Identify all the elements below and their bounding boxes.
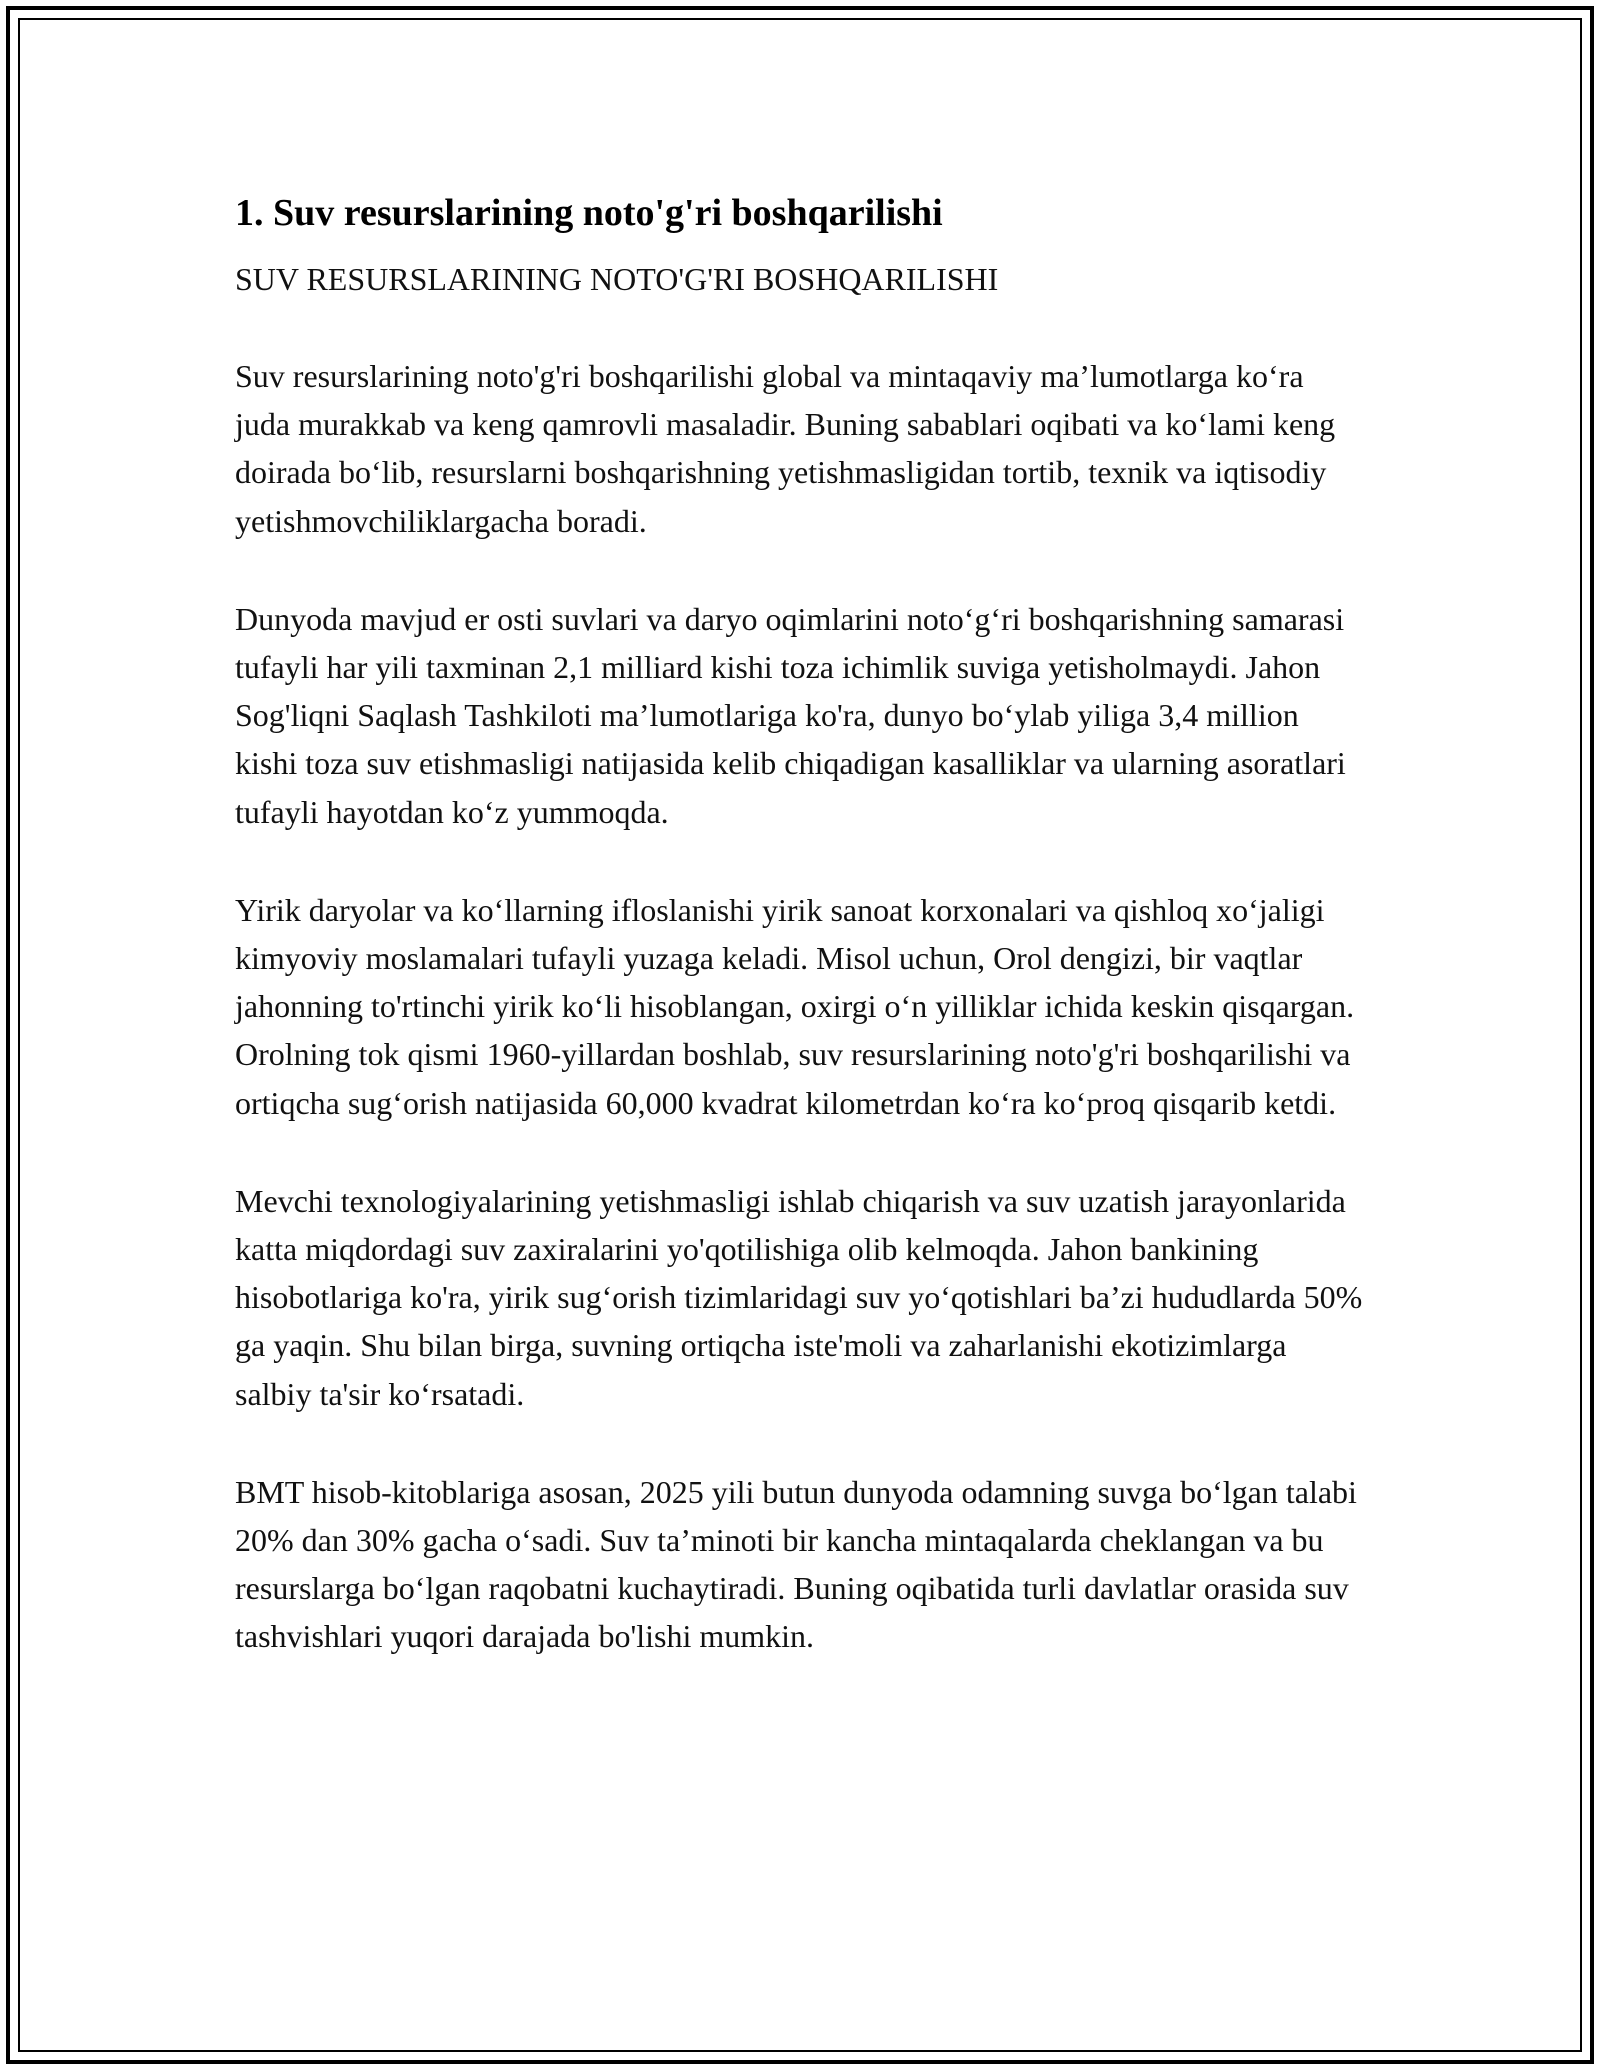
- section-heading: 1. Suv resurslarining noto'g'ri boshqarilishi: [235, 192, 943, 234]
- paragraph-1: Suv resurslarining noto'g'ri boshqarilishi global va mintaqaviy ma’lumotlarga ko‘ra juda murakkab va keng qamrovli masaladir. Buning sabablari oqibati va ko‘lami keng doirada bo‘lib, resurslarni boshqarishning yetishmasligidan tortib, texnik va iqtisodiy yetishmovchiliklargacha boradi.: [235, 358, 1336, 539]
- paragraph-3: Yirik daryolar va ko‘llarning ifloslanishi yirik sanoat korxonalari va qishloq xo‘jaligi kimyoviy moslamalari tufayli yuzaga keladi. Misol uchun, Orol dengizi, bir vaqtlar jahonning to'rtinchi yirik ko‘li hisoblangan, oxirgi o‘n yilliklar ichida keskin qisqargan. Orolning tok qismi 1960-yillardan boshlab, suv resurslarining noto'g'ri boshqarilishi va ortiqcha sug‘orish natijasida 60,000 kvadrat kilometrdan ko‘ra ko‘proq qisqarib ketdi.: [235, 891, 1355, 1121]
- section-subheading: SUV RESURSLARINING NOTO'G'RI BOSHQARILISHI: [235, 261, 999, 297]
- paragraph-5: BMT hisob-kitoblariga asosan, 2025 yili butun dunyoda odamning suvga bo‘lgan talabi 20% dan 30% gacha o‘sadi. Suv ta’minoti bir kancha mintaqalarda cheklangan va bu resurslarga bo‘lgan raqobatni kuchaytiradi. Buning oqibatida turli davlatlar orasida suv tashvishlari yuqori darajada bo'lishi mumkin.: [235, 1473, 1357, 1655]
- document-body: [235, 188, 1365, 1661]
- paragraph-4: Mevchi texnologiyalarining yetishmasligi ishlab chiqarish va suv uzatish jarayonlarida katta miqdordagi suv zaxiralarini yo'qotilishiga olib kelmoqda. Jahon bankining hisobotlariga ko'ra, yirik sug‘orish tizimlaridagi suv yo‘qotishlari ba’zi hududlarda 50% ga yaqin. Shu bilan birga, suvning ortiqcha iste'moli va zaharlanishi ekotizimlarga salbiy ta'sir ko‘rsatadi.: [235, 1182, 1363, 1412]
- paragraph-2: Dunyoda mavjud er osti suvlari va daryo oqimlarini noto‘g‘ri boshqarishning samarasi tufayli har yili taxminan 2,1 milliard kishi toza ichimlik suviga yetisholmaydi. Jahon Sog'liqni Saqlash Tashkiloti ma’lumotlariga ko'ra, dunyo bo‘ylab yiliga 3,4 million kishi toza suv etishmasligi natijasida kelib chiqadigan kasalliklar va ularning asoratlari tufayli hayotdan ko‘z yummoqda.: [235, 600, 1346, 830]
